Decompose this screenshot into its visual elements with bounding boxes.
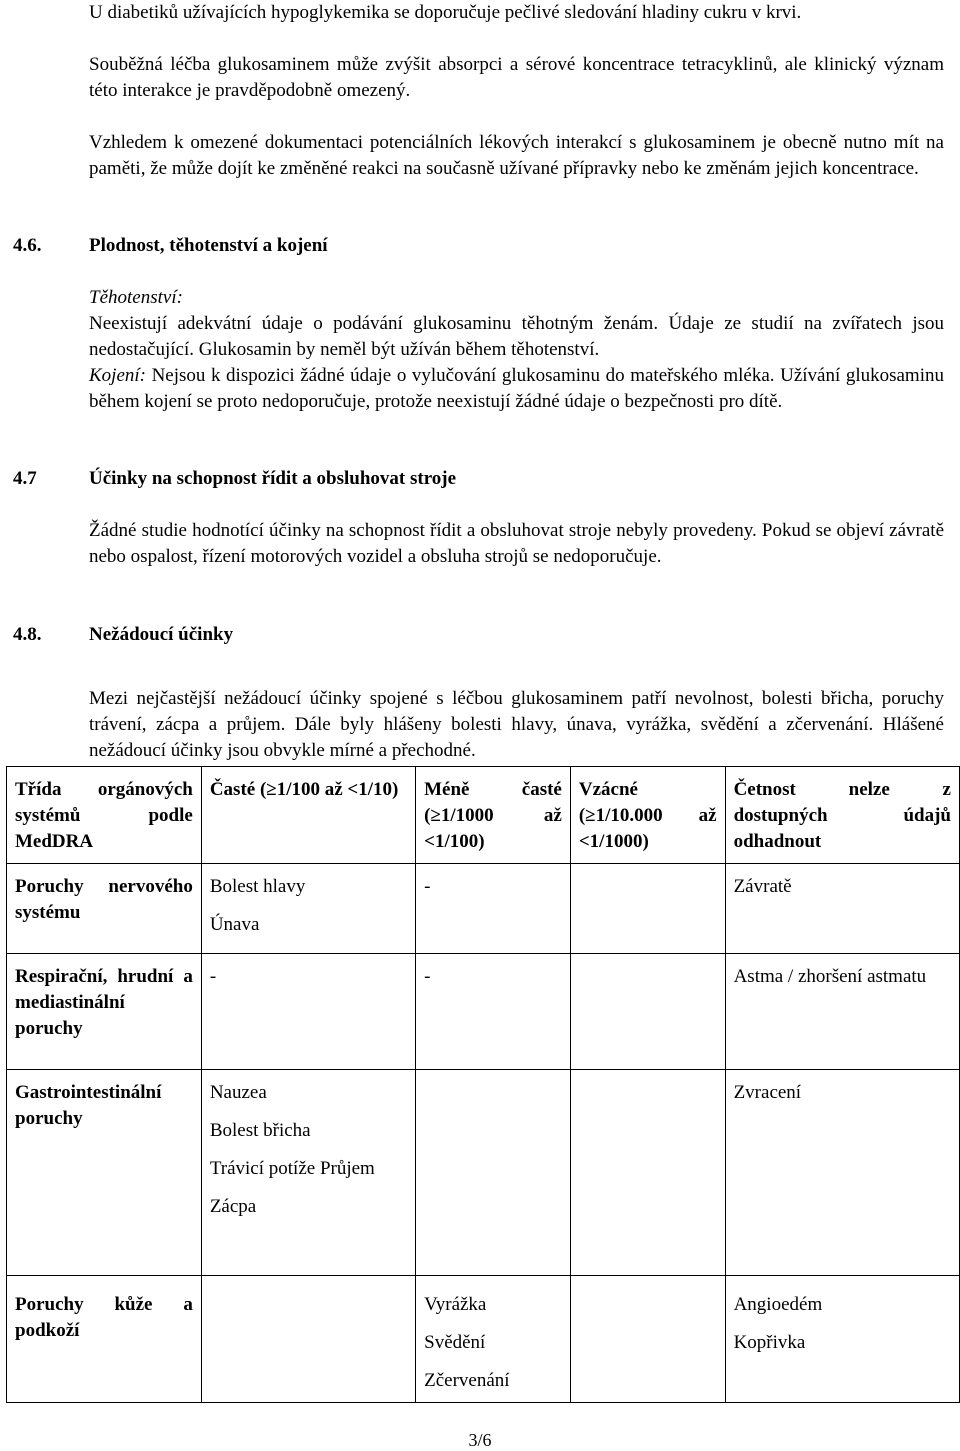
paragraph-diabetics: U diabetiků užívajících hypoglykemika se doporučuje pečlivé sledování hladiny cukru v krvi. (89, 2, 802, 23)
header-organ-class: Třída orgánových systémů podle MedDRA (7, 767, 202, 864)
paragraph-tetracycline: Souběžná léčba glukosaminem může zvýšit absorpci a sérové koncentrace tetracyklinů, ale klinický význam této interakce je pravděpodobně omezený. (89, 54, 944, 101)
section-4-6-title: Plodnost, těhotenství a kojení (89, 235, 328, 256)
cell-rare (570, 864, 725, 954)
cell-uncommon (416, 1276, 571, 1403)
table-header-row (7, 767, 960, 864)
cell-value: Svědění (424, 1332, 486, 1353)
cell-value: - (424, 966, 431, 987)
organ-nervous: Poruchy nervového systému (7, 864, 202, 954)
cell-value: Trávicí potíže Průjem (209, 1158, 375, 1179)
cell-value: Závratě (733, 876, 792, 897)
table-row (7, 954, 960, 1070)
cell-value: Kopřivka (733, 1332, 806, 1353)
section-4-8-number: 4.8. (13, 624, 42, 645)
organ-skin: Poruchy kůže a podkoží (7, 1276, 202, 1403)
adverse-effects-table (6, 766, 960, 1403)
cell-value: Únava (209, 914, 260, 935)
cell-value: Zvracení (733, 1082, 802, 1103)
cell-value: Bolest břicha (209, 1120, 311, 1141)
cell-common (201, 954, 415, 1070)
cell-common (201, 1276, 415, 1403)
header-rare: Vzácné (≥1/10.000 až <1/1000) (570, 767, 725, 864)
lactation-label: Kojení: (89, 365, 146, 386)
section-4-6-number: 4.6. (13, 235, 42, 256)
cell-uncommon (416, 954, 571, 1070)
cell-rare (570, 954, 725, 1070)
cell-common (201, 864, 415, 954)
table-row (7, 864, 960, 954)
pregnancy-lactation-block (89, 285, 944, 415)
cell-value: Bolest hlavy (209, 876, 306, 897)
table-row (7, 1276, 960, 1403)
cell-value: - (209, 966, 217, 987)
lactation-text: Nejsou k dispozici žádné údaje o vylučování glukosaminu do mateřského mléka. Užívání glukosaminu během kojení se proto nedoporučuje, protože neexistují žádné údaje o bezpečnosti pro dítě. (89, 365, 944, 412)
section-4-7-text: Žádné studie hodnotící účinky na schopnost řídit a obsluhovat stroje nebyly provedeny. Pokud se objeví závratě nebo ospalost, řízení motorových vozidel a obsluha strojů se nedoporučuje. (89, 520, 944, 567)
cell-unknown (725, 1276, 959, 1403)
cell-value: Angioedém (733, 1294, 823, 1315)
cell-uncommon (416, 1070, 571, 1276)
cell-unknown (725, 954, 959, 1070)
cell-unknown (725, 1070, 959, 1276)
page-number: 3/6 (468, 1430, 492, 1450)
section-4-8-text: Mezi nejčastější nežádoucí účinky spojené s léčbou glukosaminem patří nevolnost, bolesti břicha, poruchy trávení, zácpa a průjem. Dále byly hlášeny bolesti hlavy, únava, vyrážka, svědění a zčervenání. Hlášené nežádoucí účinky jsou obvykle mírné a přechodné. (89, 688, 944, 761)
section-4-7-number: 4.7 (13, 468, 37, 489)
cell-value: Astma / zhoršení astmatu (733, 966, 927, 987)
cell-uncommon (416, 864, 571, 954)
pregnancy-text: Neexistují adekvátní údaje o podávání glukosaminu těhotným ženám. Údaje ze studií na zvířatech jsou nedostačující. Glukosamin by neměl být užíván během těhotenství. (89, 313, 944, 360)
paragraph-interactions: Vzhledem k omezené dokumentaci potenciálních lékových interakcí s glukosaminem je obecně nutno mít na paměti, že může dojít ke změněné reakci na současně užívané přípravky nebo ke změnám jejich koncentrace. (89, 132, 944, 179)
pregnancy-label: Těhotenství: (89, 287, 183, 308)
cell-rare (570, 1276, 725, 1403)
cell-common (201, 1070, 415, 1276)
cell-value: - (424, 876, 431, 897)
cell-value: Zácpa (209, 1196, 257, 1217)
cell-rare (570, 1070, 725, 1276)
organ-respiratory: Respirační, hrudní a mediastinální poruchy (7, 954, 202, 1070)
header-unknown: Četnost nelze z dostupných údajů odhadnout (725, 767, 959, 864)
header-common: Časté (≥1/100 až <1/10) (201, 767, 415, 864)
cell-unknown (725, 864, 959, 954)
header-uncommon: Méně časté (≥1/1000 až <1/100) (416, 767, 571, 864)
section-4-7-title: Účinky na schopnost řídit a obsluhovat stroje (89, 468, 457, 489)
cell-value: Zčervenání (424, 1370, 510, 1391)
section-4-8-title: Nežádoucí účinky (89, 624, 234, 645)
cell-value: Vyrážka (424, 1294, 487, 1315)
table-row (7, 1070, 960, 1276)
organ-gastrointestinal: Gastrointestinální poruchy (7, 1070, 202, 1276)
cell-value: Nauzea (209, 1082, 267, 1103)
